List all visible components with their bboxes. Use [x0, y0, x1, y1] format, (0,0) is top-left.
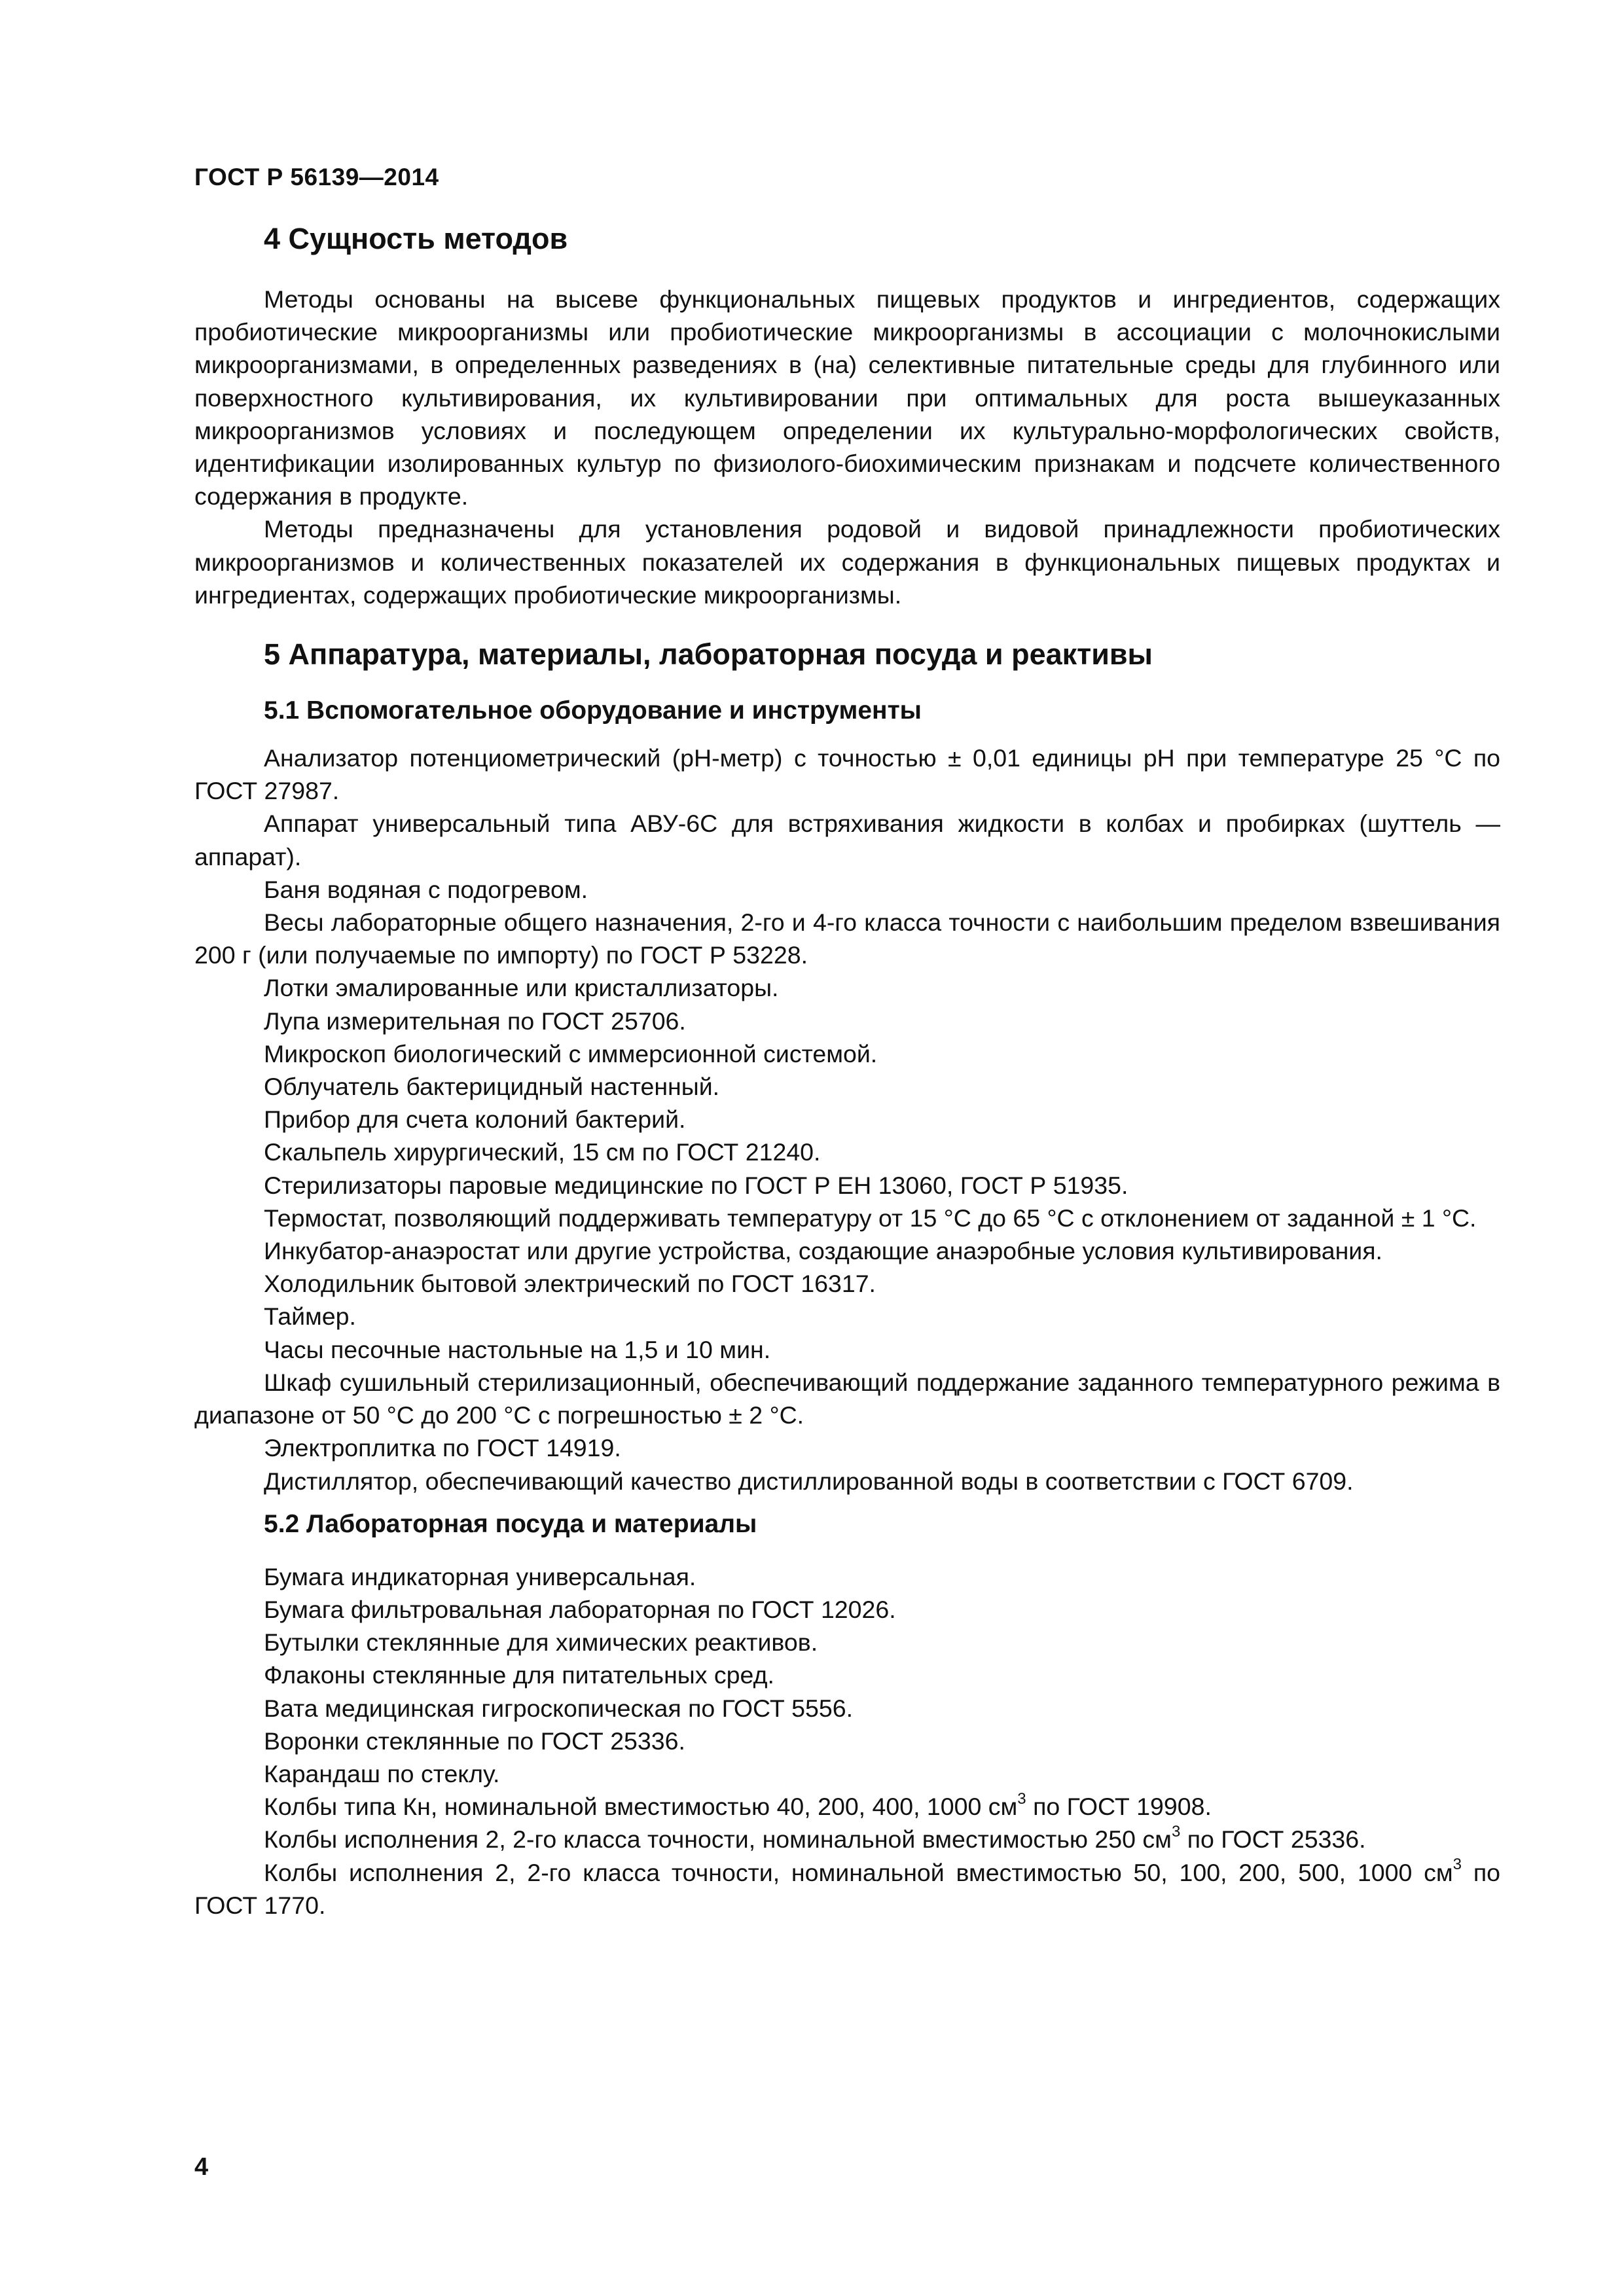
- equipment-item: Облучатель бактерицидный настенный.: [264, 1073, 720, 1101]
- equipment-item: Стерилизаторы паровые медицинские по ГОСТ Р ЕН 13060, ГОСТ Р 51935.: [264, 1171, 1128, 1199]
- material-item: Бумага индикаторная универсальная.: [264, 1562, 696, 1590]
- subsection-5-1-heading: 5.1 Вспомогательное оборудование и инструменты: [264, 696, 922, 725]
- equipment-item: Дистиллятор, обеспечивающий качество дистиллированной воды в соответствии с ГОСТ 6709.: [264, 1467, 1354, 1495]
- equipment-item: Баня водяная с подогревом.: [264, 875, 588, 903]
- equipment-item: Шкаф сушильный стерилизационный, обеспечивающий поддержание заданного температурного режима в диапазоне от 50 °С до 200 °С с погрешностью ± 2 °С.: [194, 1368, 1500, 1429]
- page-number: 4: [194, 2153, 209, 2181]
- equipment-item: Микроскоп биологический с иммерсионной системой.: [264, 1039, 878, 1067]
- material-item: Вата медицинская гигроскопическая по ГОСТ 5556.: [264, 1694, 854, 1722]
- flask-item: Колбы типа Кн, номинальной вместимостью 40, 200, 400, 1000 $см^3$ по ГОСТ 19908.: [264, 1789, 1212, 1821]
- material-item: Бутылки стеклянные для химических реактивов.: [264, 1628, 818, 1657]
- equipment-item: Термостат, позволяющий поддерживать температуру от 15 °С до 65 °С с отклонением от заданной ± 1 °С.: [264, 1204, 1477, 1232]
- flask-item: Колбы исполнения 2, 2-го класса точности, номинальной вместимостью 250 $см^3$ по ГОСТ 25336.: [264, 1822, 1366, 1854]
- section-4-paragraph: Методы предназначены для установления родовой и видовой принадлежности пробиотических микроорганизмов и количественных показателей их содержания в функциональных пищевых продуктах и ингредиентах, содержащих пробиотические микроорганизмы.: [194, 515, 1500, 609]
- equipment-item: Лотки эмалированные или кристаллизаторы.: [264, 974, 779, 1002]
- section-5-heading: 5 Аппаратура, материалы, лабораторная посуда и реактивы: [264, 637, 1153, 672]
- document-id-header: ГОСТ Р 56139—2014: [194, 164, 439, 190]
- equipment-item: Лупа измерительная по ГОСТ 25706.: [264, 1007, 686, 1035]
- equipment-item: Скальпель хирургический, 15 см по ГОСТ 21240.: [264, 1138, 821, 1166]
- equipment-item: Электроплитка по ГОСТ 14919.: [264, 1434, 621, 1462]
- equipment-item: Часы песочные настольные на 1,5 и 10 мин.: [264, 1335, 771, 1363]
- page-content: [194, 219, 1500, 1922]
- equipment-item: Аппарат универсальный типа АВУ-6С для встряхивания жидкости в колбах и пробирках (шуттель — аппарат).: [194, 810, 1500, 870]
- equipment-item: Таймер.: [264, 1302, 356, 1331]
- material-item: Бумага фильтровальная лабораторная по ГОСТ 12026.: [264, 1595, 896, 1623]
- flask-item: Колбы исполнения 2, 2-го класса точности, номинальной вместимостью 50, 100, 200, 500, 1000 $см^3$ по ГОСТ 1770.: [194, 1856, 1500, 1919]
- material-item: Флаконы стеклянные для питательных сред.: [264, 1661, 774, 1689]
- subsection-5-2-heading: 5.2 Лабораторная посуда и материалы: [264, 1509, 757, 1538]
- equipment-item: Прибор для счета колоний бактерий.: [264, 1105, 686, 1134]
- section-4-heading: 4 Сущность методов: [264, 222, 568, 255]
- equipment-item: Инкубатор-анаэростат или другие устройства, создающие анаэробные условия культивирования.: [264, 1237, 1382, 1265]
- section-4-paragraph: Методы основаны на высеве функциональных пищевых продуктов и ингредиентов, содержащих пробиотические микроорганизмы или пробиотические микроорганизмы в ассоциации с молочнокислыми микроорганизмами, в определенных разведениях в (на) селективные питательные среды для глубинного или поверхностного культивирования, их культивировании при оптимальных для роста вышеуказанных микроорганизмов условиях и последующем определении их культурально-морфологических свойств, идентификации изолированных культур по физиолого-биохимическим признакам и подсчете количественного содержания в продукте.: [194, 285, 1500, 511]
- material-item: Воронки стеклянные по ГОСТ 25336.: [264, 1727, 685, 1755]
- material-item: Карандаш по стеклу.: [264, 1759, 500, 1787]
- equipment-item: Холодильник бытовой электрический по ГОСТ 16317.: [264, 1270, 876, 1298]
- equipment-item: Весы лабораторные общего назначения, 2-го и 4-го класса точности с наибольшим пределом взвешивания 200 г (или получаемые по импорту) по ГОСТ Р 53228.: [194, 908, 1500, 969]
- equipment-item: Анализатор потенциометрический (рН-метр) с точностью ± 0,01 единицы рН при температуре 25 °С по ГОСТ 27987.: [194, 744, 1500, 805]
